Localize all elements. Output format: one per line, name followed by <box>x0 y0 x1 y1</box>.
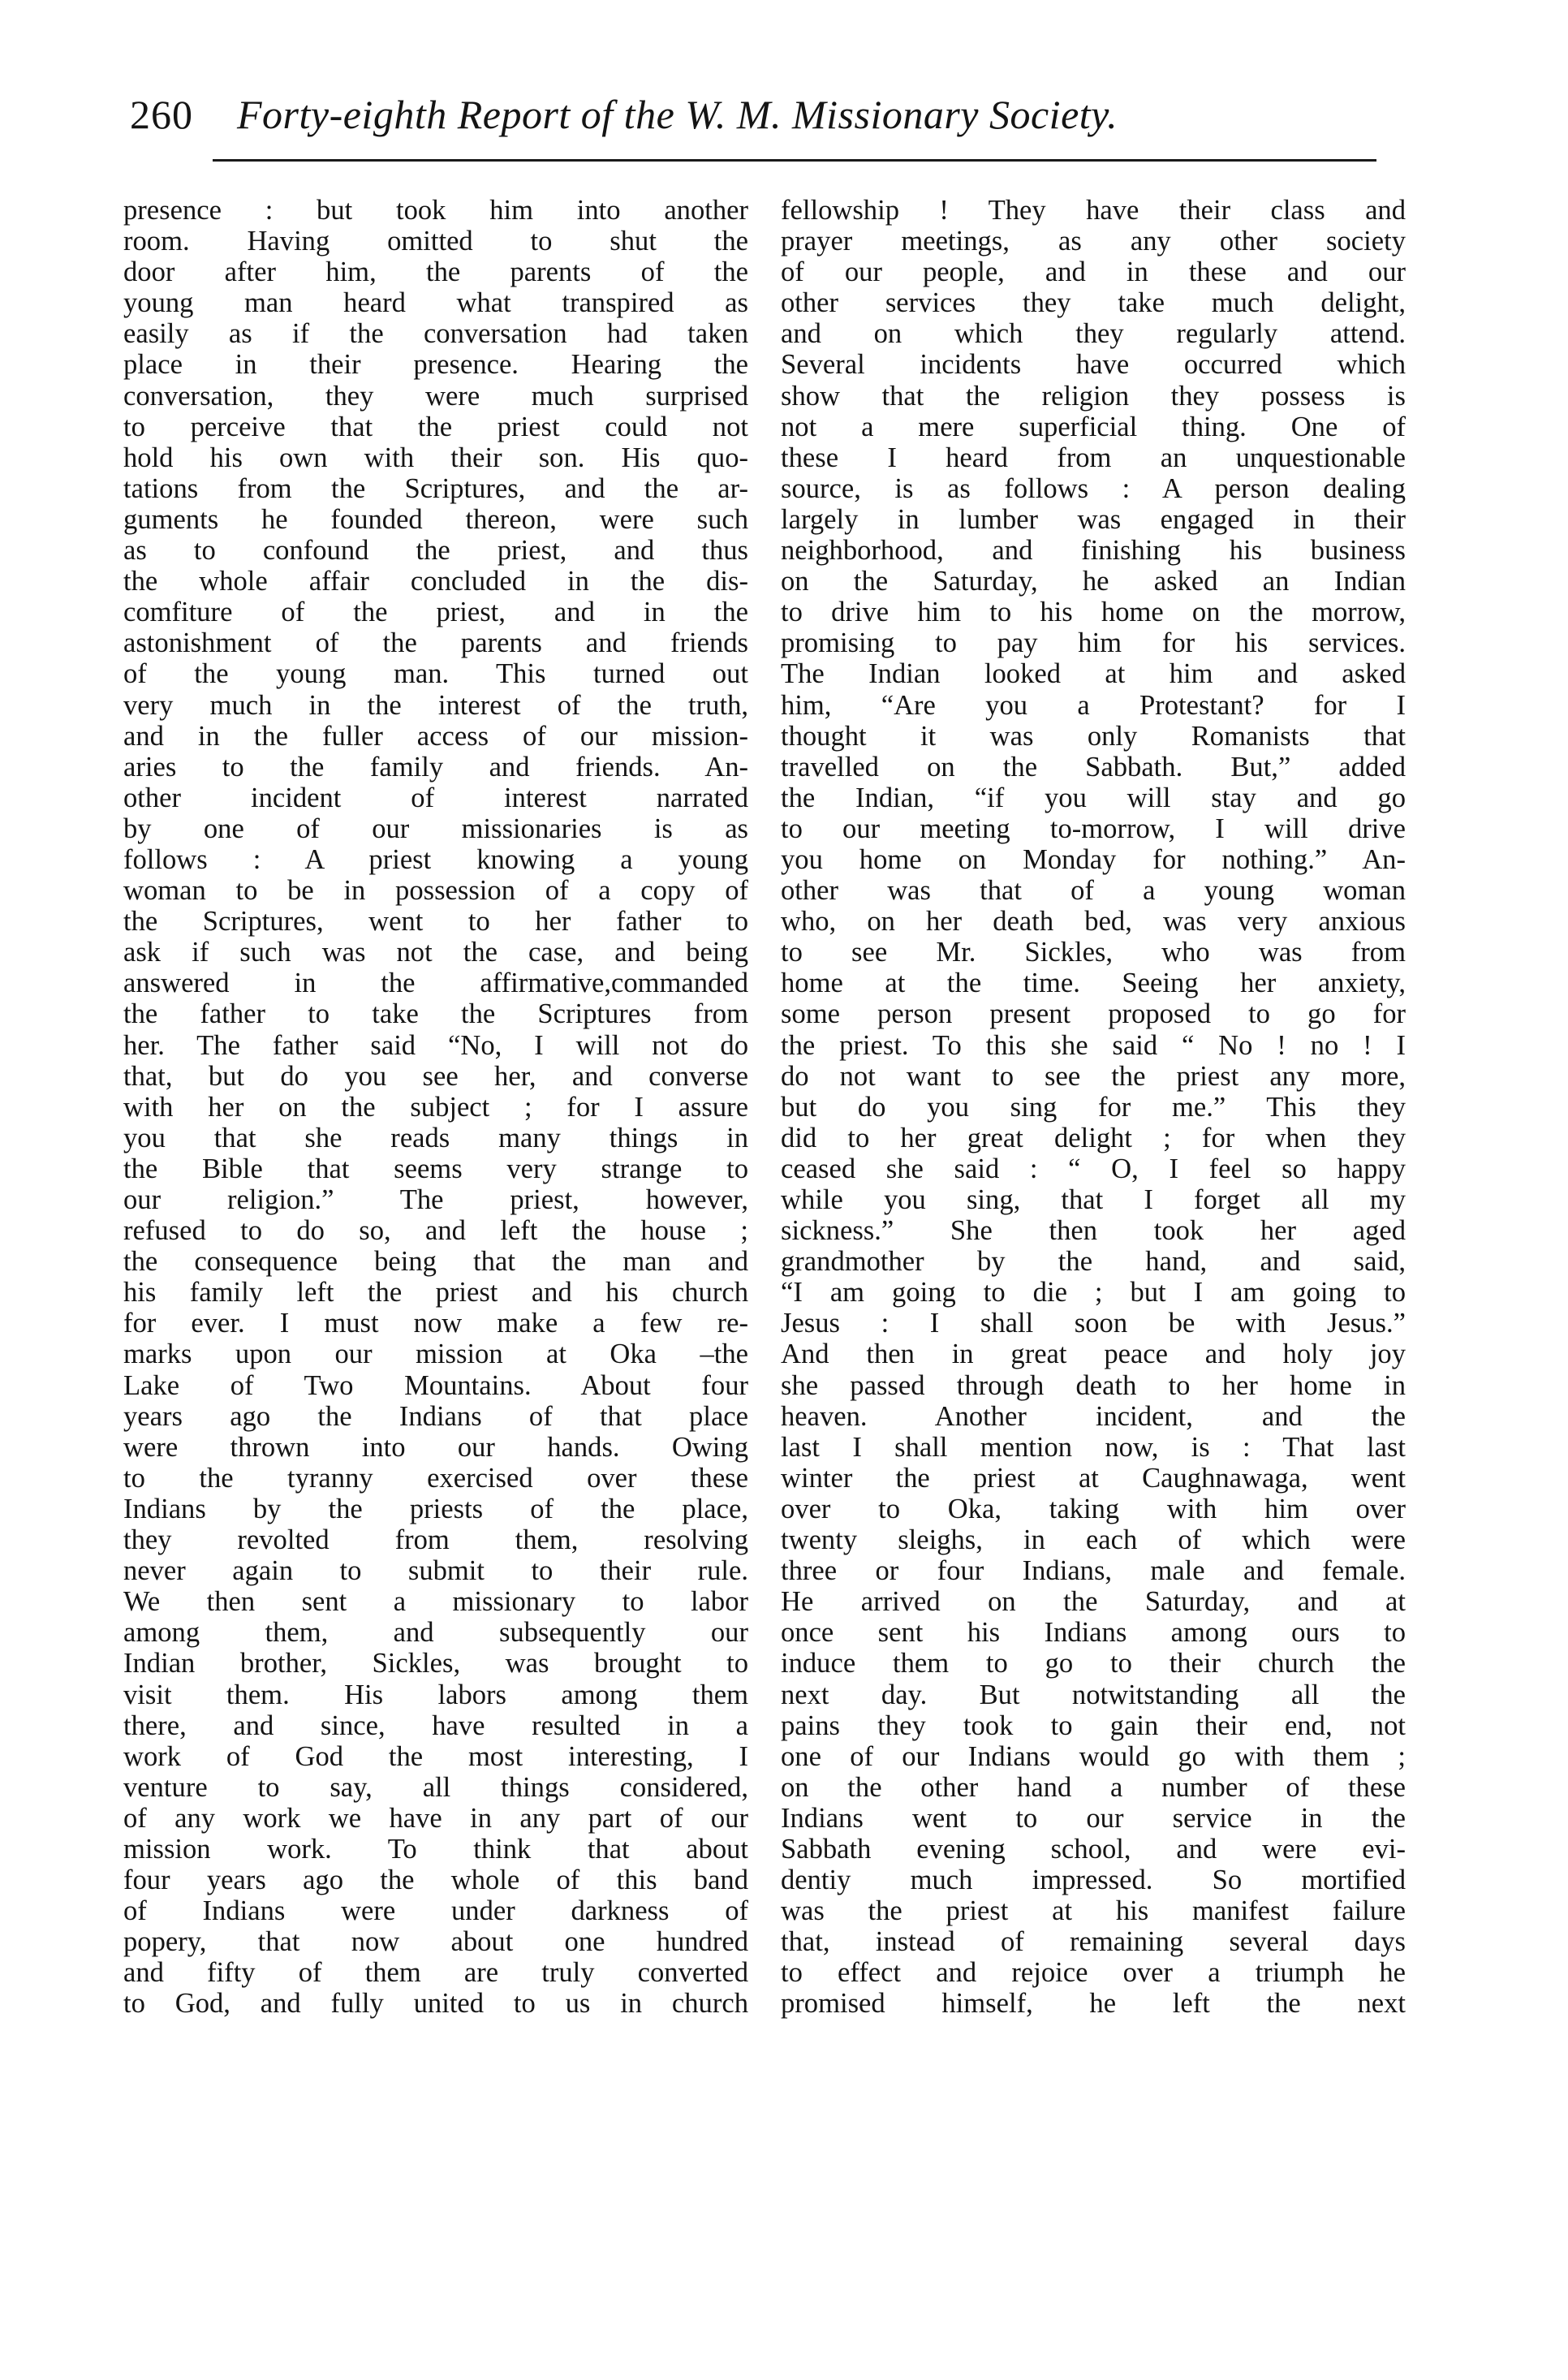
text-line: she passed through death to her home in <box>781 1369 1406 1401</box>
text-line: you home on Monday for nothing.” An- <box>781 843 1406 875</box>
text-line: follows : A priest knowing a young <box>123 843 748 875</box>
text-line: prayer meetings, as any other society <box>781 226 1406 257</box>
text-line: ceased she said : “ O, I feel so happy <box>781 1153 1406 1184</box>
text-line: guments he founded thereon, were such <box>123 503 748 535</box>
text-line: did to her great delight ; for when they <box>781 1122 1406 1153</box>
text-line: to perceive that the priest could not <box>123 411 748 442</box>
text-line: for ever. I must now make a few re- <box>123 1308 748 1339</box>
text-line: three or four Indians, male and female. <box>781 1555 1406 1587</box>
text-line: grandmother by the hand, and said, <box>781 1246 1406 1278</box>
text-line: there, and since, have resulted in a <box>123 1710 748 1741</box>
text-line: tations from the Scriptures, and the ar- <box>123 472 748 504</box>
page-number: 260 <box>130 92 193 137</box>
text-line: on the Saturday, he asked an Indian <box>781 566 1406 597</box>
text-line: the whole affair concluded in the dis- <box>123 566 748 597</box>
text-line: “I am going to die ; but I am going to <box>781 1277 1406 1309</box>
text-line: refused to do so, and left the house ; <box>123 1215 748 1247</box>
text-line: four years ago the whole of this band <box>123 1865 748 1896</box>
text-line: over to Oka, taking with him over <box>781 1493 1406 1524</box>
text-line: hold his own with their son. His quo- <box>123 442 748 473</box>
text-line: Lake of Two Mountains. About four <box>123 1369 748 1401</box>
text-line: and fifty of them are truly converted <box>123 1957 748 1989</box>
text-line: fellowship ! They have their class and <box>781 195 1406 226</box>
text-line: they revolted from them, resolving <box>123 1524 748 1556</box>
text-line: next day. But notwitstanding all the <box>781 1679 1406 1710</box>
text-line: other incident of interest narrated <box>123 782 748 813</box>
text-line: largely in lumber was engaged in their <box>781 503 1406 535</box>
text-line: answered in the affirmative,commanded <box>123 968 748 999</box>
text-line: astonishment of the parents and friends <box>123 627 748 659</box>
text-line: last I shall mention now, is : That last <box>781 1431 1406 1463</box>
text-line: pains they took to gain their end, not <box>781 1710 1406 1741</box>
text-line: while you sing, that I forget all my <box>781 1184 1406 1215</box>
text-line: on the other hand a number of these <box>781 1771 1406 1803</box>
text-line: some person present proposed to go for <box>781 998 1406 1030</box>
text-line: show that the religion they possess is <box>781 380 1406 412</box>
text-line: were thrown into our hands. Owing <box>123 1431 748 1463</box>
text-line: The Indian looked at him and asked <box>781 658 1406 690</box>
text-line: to see Mr. Sickles, who was from <box>781 937 1406 968</box>
text-line: dentiy much impressed. So mortified <box>781 1865 1406 1896</box>
text-line: the consequence being that the man and <box>123 1246 748 1278</box>
text-line: as to confound the priest, and thus <box>123 535 748 567</box>
text-line: easily as if the conversation had taken <box>123 318 748 350</box>
text-line: by one of our missionaries is as <box>123 813 748 844</box>
text-line: was the priest at his manifest failure <box>781 1895 1406 1927</box>
text-line: not a mere superficial thing. One of <box>781 411 1406 442</box>
text-line: to effect and rejoice over a triumph he <box>781 1957 1406 1989</box>
header-rule <box>213 159 1376 162</box>
text-line: do not want to see the priest any more, <box>781 1060 1406 1092</box>
text-line: conversation, they were much surprised <box>123 380 748 412</box>
text-line: visit them. His labors among them <box>123 1679 748 1710</box>
text-line: presence : but took him into another <box>123 195 748 226</box>
text-line: work of God the most interesting, I <box>123 1740 748 1772</box>
text-line: Sabbath evening school, and were evi- <box>781 1833 1406 1865</box>
text-line: venture to say, all things considered, <box>123 1771 748 1803</box>
text-line: never again to submit to their rule. <box>123 1555 748 1587</box>
text-line: twenty sleighs, in each of which were <box>781 1524 1406 1556</box>
text-line: source, is as follows : A person dealing <box>781 472 1406 504</box>
text-line: sickness.” She then took her aged <box>781 1215 1406 1247</box>
text-line: of the young man. This turned out <box>123 658 748 690</box>
text-line: the Indian, “if you will stay and go <box>781 782 1406 813</box>
text-line: among them, and subsequently our <box>123 1617 748 1649</box>
text-line: promised himself, he left the next <box>781 1988 1406 2020</box>
text-line: winter the priest at Caughnawaga, went <box>781 1462 1406 1494</box>
text-line: woman to be in possession of a copy of <box>123 875 748 907</box>
text-line: to the tyranny exercised over these <box>123 1462 748 1494</box>
text-line: and in the fuller access of our mission- <box>123 720 748 752</box>
text-line: promising to pay him for his services. <box>781 627 1406 659</box>
text-line: neighborhood, and finishing his business <box>781 535 1406 567</box>
text-line: that, but do you see her, and converse <box>123 1060 748 1092</box>
text-line: popery, that now about one hundred <box>123 1926 748 1958</box>
text-line: heaven. Another incident, and the <box>781 1400 1406 1432</box>
text-line: Indian brother, Sickles, was brought to <box>123 1648 748 1679</box>
text-line: to drive him to his home on the morrow, <box>781 597 1406 628</box>
text-line: years ago the Indians of that place <box>123 1400 748 1432</box>
text-line: the Scriptures, went to her father to <box>123 906 748 938</box>
text-line: travelled on the Sabbath. But,” added <box>781 751 1406 783</box>
text-line: to our meeting to-morrow, I will drive <box>781 813 1406 844</box>
text-line: Several incidents have occurred which <box>781 349 1406 381</box>
text-line: his family left the priest and his church <box>123 1277 748 1309</box>
text-line: We then sent a missionary to labor <box>123 1586 748 1618</box>
text-line: room. Having omitted to shut the <box>123 226 748 257</box>
text-line: young man heard what transpired as <box>123 287 748 319</box>
text-line: to God, and fully united to us in church <box>123 1988 748 2020</box>
text-line: other was that of a young woman <box>781 875 1406 907</box>
text-line: of any work we have in any part of our <box>123 1802 748 1834</box>
text-line: of our people, and in these and our <box>781 257 1406 288</box>
text-line: of Indians were under darkness of <box>123 1895 748 1927</box>
text-line: him, “Are you a Protestant? for I <box>781 689 1406 721</box>
text-line: induce them to go to their church the <box>781 1648 1406 1679</box>
text-line: He arrived on the Saturday, and at <box>781 1586 1406 1618</box>
text-line: comfiture of the priest, and in the <box>123 597 748 628</box>
left-column <box>123 195 748 2020</box>
text-line: the priest. To this she said “ No ! no ! I <box>781 1029 1406 1061</box>
text-line: Jesus : I shall soon be with Jesus.” <box>781 1308 1406 1339</box>
text-line: home at the time. Seeing her anxiety, <box>781 968 1406 999</box>
right-column <box>781 195 1406 2020</box>
text-line: And then in great peace and holy joy <box>781 1339 1406 1370</box>
running-head: Forty-eighth Report of the W. M. Missionary Society. <box>237 92 1118 137</box>
text-line: once sent his Indians among ours to <box>781 1617 1406 1649</box>
text-line: other services they take much delight, <box>781 287 1406 319</box>
text-line: with her on the subject ; for I assure <box>123 1091 748 1123</box>
text-line: place in their presence. Hearing the <box>123 349 748 381</box>
text-line: Indians went to our service in the <box>781 1802 1406 1834</box>
text-line: thought it was only Romanists that <box>781 720 1406 752</box>
text-line: one of our Indians would go with them ; <box>781 1740 1406 1772</box>
text-line: but do you sing for me.” This they <box>781 1091 1406 1123</box>
text-line: ask if such was not the case, and being <box>123 937 748 968</box>
text-line: who, on her death bed, was very anxious <box>781 906 1406 938</box>
text-line: mission work. To think that about <box>123 1833 748 1865</box>
text-line: the father to take the Scriptures from <box>123 998 748 1030</box>
text-line: our religion.” The priest, however, <box>123 1184 748 1215</box>
text-line: the Bible that seems very strange to <box>123 1153 748 1184</box>
text-line: door after him, the parents of the <box>123 257 748 288</box>
text-line: that, instead of remaining several days <box>781 1926 1406 1958</box>
text-line: her. The father said “No, I will not do <box>123 1029 748 1061</box>
text-line: marks upon our mission at Oka –the <box>123 1339 748 1370</box>
text-line: Indians by the priests of the place, <box>123 1493 748 1524</box>
text-line: these I heard from an unquestionable <box>781 442 1406 473</box>
page-header <box>130 91 1396 148</box>
text-line: you that she reads many things in <box>123 1122 748 1153</box>
text-line: aries to the family and friends. An- <box>123 751 748 783</box>
text-line: very much in the interest of the truth, <box>123 689 748 721</box>
text-line: and on which they regularly attend. <box>781 318 1406 350</box>
